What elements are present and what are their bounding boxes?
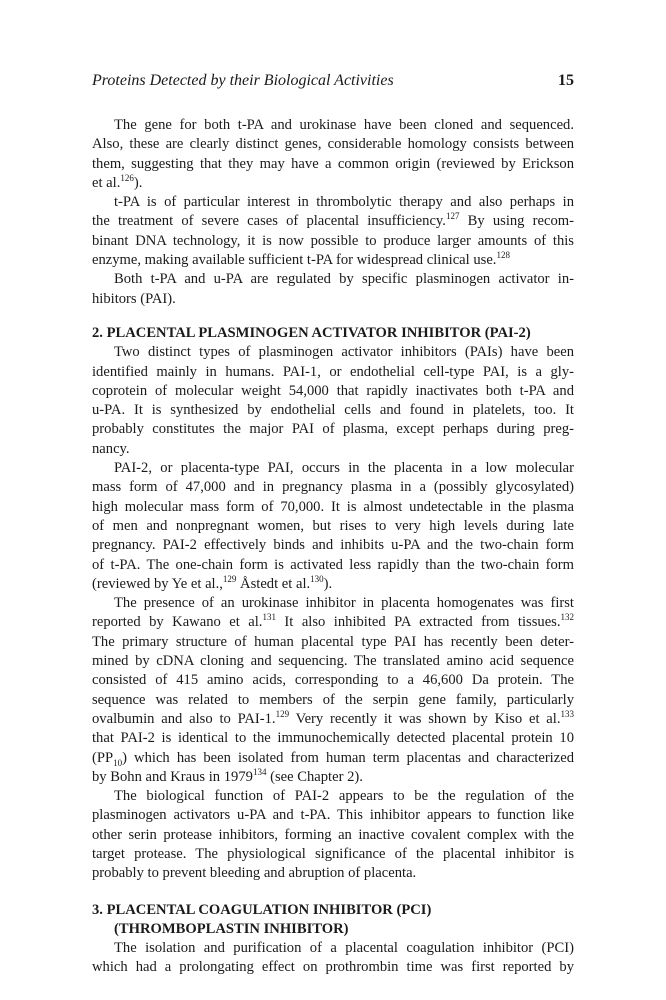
text-line: identified mainly in humans. PAI-1, or endothelial cell-type PAI, is a gly- <box>92 363 574 380</box>
section-heading-continued: (THROMBOPLASTIN INHIBITOR) <box>114 920 349 937</box>
text-line: Also, these are clearly distinct genes, considerable homology consists between <box>92 136 574 153</box>
page-body <box>92 116 574 978</box>
text-line: hibitors (PAI). <box>92 290 176 307</box>
citation: 128 <box>496 250 510 261</box>
page-header <box>92 72 574 96</box>
subscript: 10 <box>113 757 123 768</box>
paragraph-s3-1 <box>92 939 574 978</box>
text-line: high molecular mass form of 70,000. It is almost undetectable in the plasma <box>92 498 574 515</box>
citation: 127 <box>445 211 460 222</box>
paragraph-s2-4 <box>92 787 574 883</box>
text-line: Both t-PA and u-PA are regulated by specific plasminogen activator in- <box>114 271 574 288</box>
text-line: of men and nonpregnant women, but rises to very high levels during late <box>92 517 574 534</box>
section-heading: 2. PLACENTAL PLASMINOGEN ACTIVATOR INHIBITOR (PAI-2) <box>92 324 531 341</box>
page-number: 15 <box>558 72 574 89</box>
text-line: the treatment of severe cases of placental insufficiency.$^{127}$ By using recom- <box>92 211 574 230</box>
text-line: PAI-2, or placenta-type PAI, occurs in the placenta in a low molecular <box>114 460 574 477</box>
text-line: target protease. The physiological significance of the placental inhibitor is <box>92 845 574 862</box>
citation: 134 <box>252 766 267 777</box>
section-heading: 3. PLACENTAL COAGULATION INHIBITOR (PCI) <box>92 901 432 918</box>
text-line: probably constitutes the major PAI of plasma, except perhaps during preg- <box>92 421 574 438</box>
citation: 126 <box>120 173 134 184</box>
text-line: binant DNA technology, it is now possible to produce larger amounts of this <box>92 232 574 249</box>
text-line: reported by Kawano et al.$^{131}$ It also inhibited PA extracted from tissues.$^{132}$ <box>92 612 574 631</box>
text-line: The isolation and purification of a placental coagulation inhibitor (PCI) <box>114 940 574 957</box>
text-line: Two distinct types of plasminogen activator inhibitors (PAIs) have been <box>114 344 574 361</box>
text-line: ovalbumin and also to PAI-1.$^{129}$ Very recently it was shown by Kiso et al.$^{133}$ <box>92 709 574 727</box>
text-line: The biological function of PAI-2 appears to be the regulation of the <box>114 788 574 805</box>
text-line: $(PP_{10})$ which has been isolated from human term placentas and characterized <box>92 749 574 768</box>
text-line: (reviewed by Ye et al.,$^{129}$ Åstedt et al.$^{130}$). <box>92 573 333 592</box>
running-title: Proteins Detected by their Biological Activities <box>92 72 394 89</box>
text-line: pregnancy. PAI-2 effectively binds and inhibits u-PA and the two-chain form <box>92 537 574 554</box>
paragraph-intro-1 <box>92 116 574 193</box>
text-line: sequence was related to members of the serpin gene family, particularly <box>92 691 574 708</box>
text-line: nancy. <box>92 440 130 457</box>
text-line: t-PA is of particular interest in thrombolytic therapy and also perhaps in <box>114 194 574 211</box>
text-line: et al.$^{126}$). <box>92 173 143 191</box>
text-line: other serin protease inhibitors, forming an inactive covalent complex with the <box>92 826 574 843</box>
citation: 132 <box>560 612 574 623</box>
text-line: mass form of 47,000 and in pregnancy plasma in a (possibly glycosylated) <box>92 479 574 496</box>
text-line: u-PA. It is synthesized by endothelial cells and found in platelets, too. It <box>92 402 574 419</box>
paragraph-intro-2 <box>92 193 574 270</box>
paragraph-intro-3 <box>92 270 574 309</box>
text-line: consisted of 415 amino acids, corresponding to a 46,600 Da protein. The <box>92 672 574 689</box>
citation: 129 <box>222 573 237 584</box>
citation: 130 <box>310 573 324 584</box>
citation: 129 <box>275 709 290 720</box>
text-line: plasminogen activators u-PA and t-PA. This inhibitor appears to function like <box>92 807 574 824</box>
text-line: The presence of an urokinase inhibitor in placenta homogenates was first <box>114 595 574 612</box>
citation: 131 <box>262 612 276 623</box>
text-line: probably to prevent bleeding and abruption of placenta. <box>92 865 417 882</box>
paragraph-s2-2 <box>92 459 574 594</box>
text-line: coprotein of molecular weight 54,000 that rapidly inactivates both t-PA and <box>92 382 574 399</box>
text-line: them, suggesting that they may have a common origin (reviewed by Erickson <box>92 155 574 172</box>
paragraph-s2-1 <box>92 343 574 459</box>
text-line: The primary structure of human placental type PAI has recently been deter- <box>92 633 574 650</box>
text-line: by Bohn and Kraus in 1979$^{134}$ (see Chapter 2). <box>92 766 363 785</box>
text-line: enzyme, making available sufficient t-PA for widespread clinical use.$^{128}$ <box>92 250 510 269</box>
text-line: that PAI-2 is identical to the immunochemically detected placental protein 10 <box>92 730 574 747</box>
paragraph-s2-3 <box>92 594 574 787</box>
text-line: mined by cDNA cloning and sequencing. The translated amino acid sequence <box>92 653 574 670</box>
citation: 133 <box>560 709 574 720</box>
text-line: which had a prolongating effect on prothrombin time was first reported by <box>92 959 574 976</box>
text-line: The gene for both t-PA and urokinase have been cloned and sequenced. <box>114 117 574 133</box>
text-line: of t-PA. The one-chain form is activated less rapidly than the two-chain form <box>92 556 574 573</box>
